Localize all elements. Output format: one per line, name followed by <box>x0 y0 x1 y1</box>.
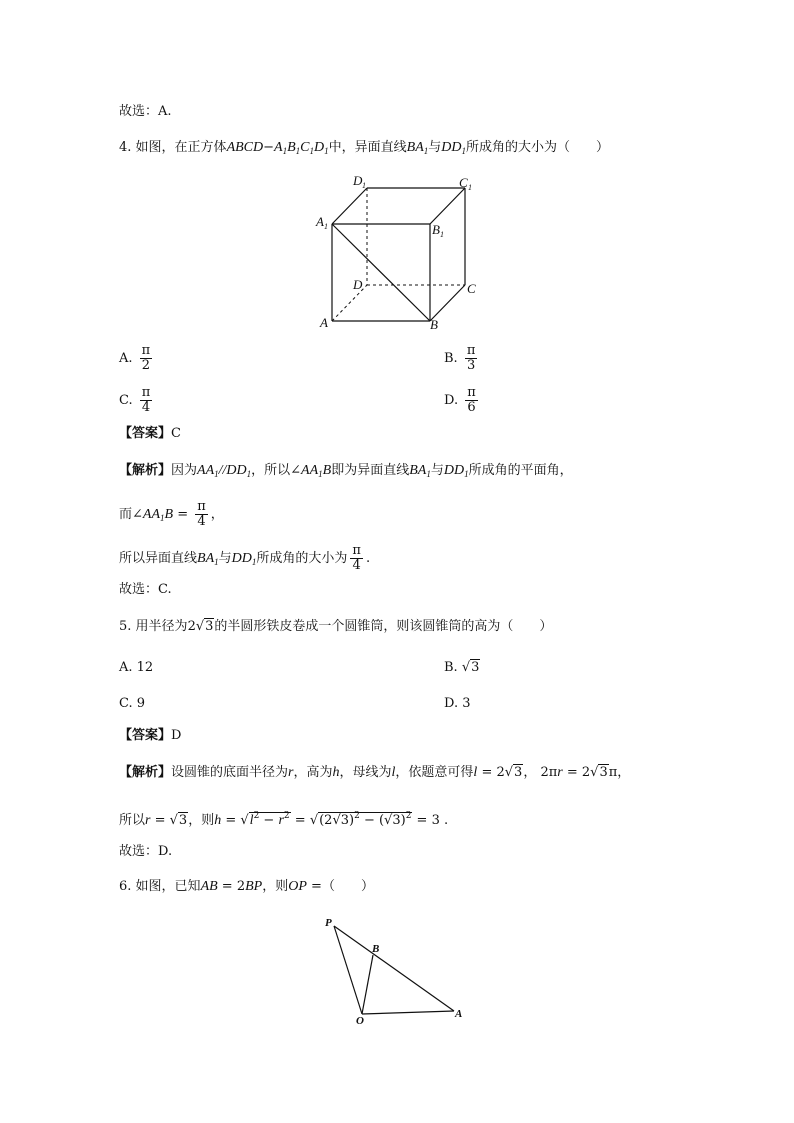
label-c1: C <box>459 175 468 190</box>
q4-analysis-line1: 【解析】因为$AA_1//DD_1$，所以$\angle AA_1B$即为异面直线$BA_1$与$DD_1$所成角的平面角， <box>119 463 573 479</box>
q6-stem: 6. 如图，已知AB = 2BP，则OP =（ ） <box>119 879 374 894</box>
q5-analysis-line1: 【解析】设圆锥的底面半径为r，高为h，母线为l，依题意可得l = 2√3， 2πr = 2√3π， <box>119 765 631 780</box>
svg-text:1: 1 <box>440 230 444 239</box>
label-b1: B <box>432 222 440 237</box>
label-c: C <box>467 281 476 296</box>
vector-figure <box>320 910 470 1025</box>
prev-conclusion: 故选：A. <box>119 104 172 119</box>
q4-analysis-line3: 所以异面直线$BA_1$与$DD_1$所成角的大小为 $\frac{\pi}{4}$ . <box>119 543 371 573</box>
q5-analysis-line2: 所以r = √3，则$h = √l^2 - r^2 = √(2√3)^2 - (√3)^2 = 3$ . <box>119 811 449 828</box>
q4-conclusion: 故选：C. <box>119 582 172 597</box>
label-d: D <box>353 277 363 292</box>
label-p: P <box>325 917 332 929</box>
label-d1: D <box>353 173 363 188</box>
q5-option-c: C. 9 <box>119 696 146 711</box>
q4-option-b: B. $\frac{\pi}{3}$ <box>444 343 476 373</box>
svg-text:1: 1 <box>468 183 472 192</box>
svg-text:1: 1 <box>362 181 366 190</box>
q5-stem: 5. 用半径为2√3的半圆形铁皮卷成一个圆锥筒，则该圆锥筒的高为（ ） <box>119 619 553 634</box>
label-a: A <box>455 1008 463 1020</box>
q4-analysis-line2: 而$\angle AA_1B$ = $\frac{\pi}{4}$ ， <box>119 499 224 529</box>
q5-conclusion: 故选：D. <box>119 844 173 859</box>
q4-option-a: A. $\frac{\pi}{2}$ <box>119 343 151 373</box>
q4-stem: 4. 如图，在正方体$ABCD-A_1B_1C_1D_1$中，异面直线$BA_1$与$DD_1$所成角的大小为（ ） <box>119 140 610 156</box>
label-b: B <box>372 943 380 955</box>
svg-text:1: 1 <box>324 222 328 231</box>
q5-answer: 【答案】D <box>119 728 182 743</box>
label-a1: A <box>316 214 324 229</box>
label-b: B <box>430 317 438 332</box>
q4-option-d: D. $\frac{\pi}{6}$ <box>444 385 476 415</box>
label-a: A <box>320 315 328 330</box>
q4-option-c: C. $\frac{\pi}{4}$ <box>119 385 151 415</box>
q5-option-a: A. 12 <box>119 660 154 675</box>
label-o: O <box>356 1015 364 1025</box>
cube-figure <box>310 170 490 335</box>
q5-option-b: B. √3 <box>444 660 480 675</box>
q5-option-d: D. 3 <box>444 696 471 711</box>
q4-answer: 【答案】C <box>119 426 181 441</box>
